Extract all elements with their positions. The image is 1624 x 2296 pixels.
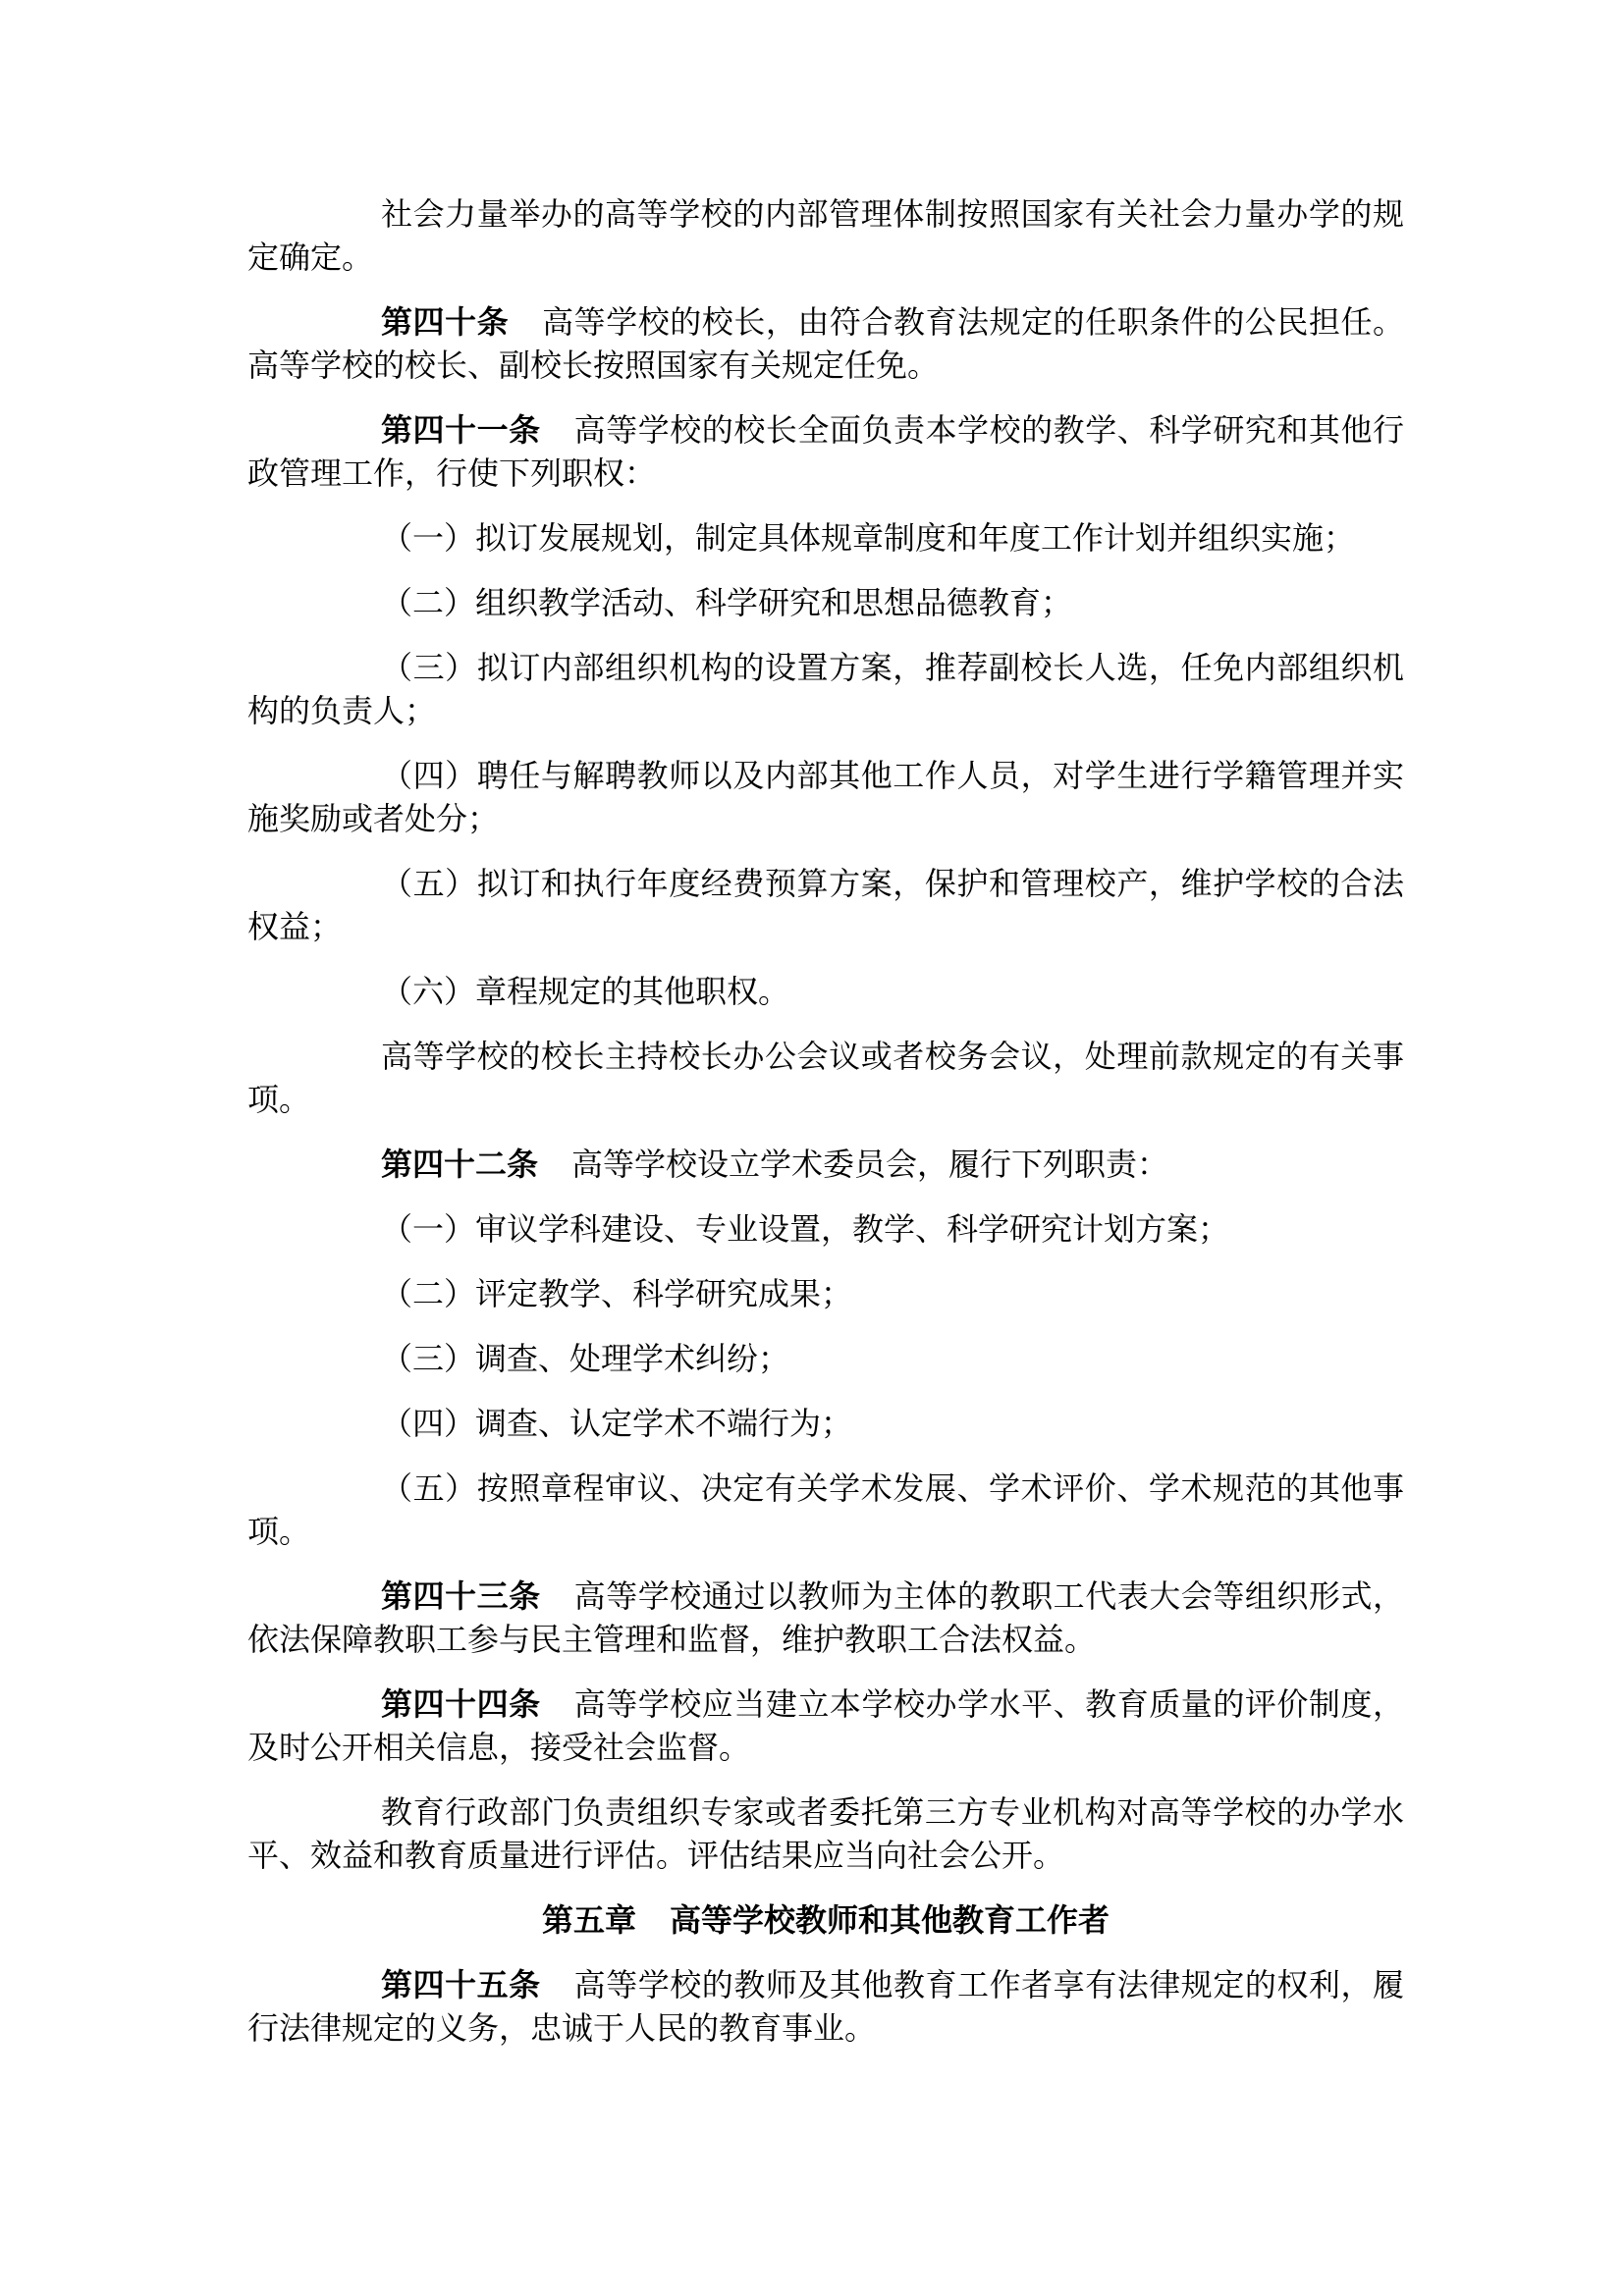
article-43: 第四十三条 高等学校通过以教师为主体的教职工代表大会等组织形式，依法保障教职工参与民主管理和监督，维护教职工合法权益。 [247, 1577, 1404, 1658]
list-item: （三）调查、处理学术纠纷； [381, 1340, 790, 1377]
list-item: （五）拟订和执行年度经费预算方案，保护和管理校产，维护学校的合法权益； [247, 865, 1404, 945]
chapter-number: 第五章 [541, 1901, 636, 1939]
list-item: （二）组织教学活动、科学研究和思想品德教育； [381, 584, 1073, 621]
article-number: 第四十五条 [381, 1966, 541, 2003]
list-item: （三）拟订内部组织机构的设置方案，推荐副校长人选，任免内部组织机构的负责人； [247, 649, 1404, 729]
chapter-heading [247, 1898, 1404, 1942]
list-item: （四）调查、认定学术不端行为； [381, 1405, 853, 1442]
article-42: 第四十二条 高等学校设立学术委员会，履行下列职责： [381, 1146, 1169, 1183]
list-item: （一）拟订发展规划，制定具体规章制度和年度工作计划并组织实施； [381, 519, 1356, 557]
chapter-title: 高等学校教师和其他教育工作者 [670, 1901, 1110, 1939]
article-number: 第四十二条 [381, 1146, 539, 1183]
article-number: 第四十四条 [381, 1685, 541, 1723]
article-41: 第四十一条 高等学校的校长全面负责本学校的教学、科学研究和其他行政管理工作，行使下列职权： [247, 411, 1404, 492]
article-45: 第四十五条 高等学校的教师及其他教育工作者享有法律规定的权利，履行法律规定的义务，忠诚于人民的教育事业。 [247, 1966, 1404, 2047]
document-body [247, 192, 1404, 2071]
article-44: 第四十四条 高等学校应当建立本学校办学水平、教育质量的评价制度，及时公开相关信息，接受社会监督。 [247, 1685, 1404, 1766]
list-item: （一）审议学科建设、专业设置，教学、科学研究计划方案； [381, 1210, 1230, 1248]
paragraph: 教育行政部门负责组织专家或者委托第三方专业机构对高等学校的办学水平、效益和教育质量进行评估。评估结果应当向社会公开。 [247, 1793, 1404, 1874]
list-item: （二）评定教学、科学研究成果； [381, 1275, 853, 1312]
article-40: 第四十条 高等学校的校长，由符合教育法规定的任职条件的公民担任。高等学校的校长、副校长按照国家有关规定任免。 [247, 303, 1404, 384]
list-item: （六）章程规定的其他职权。 [381, 973, 790, 1010]
article-number: 第四十条 [381, 303, 510, 341]
paragraph: 社会力量举办的高等学校的内部管理体制按照国家有关社会力量办学的规定确定。 [247, 195, 1404, 276]
article-number: 第四十三条 [381, 1577, 541, 1615]
article-number: 第四十一条 [381, 411, 541, 449]
list-item: （四）聘任与解聘教师以及内部其他工作人员，对学生进行学籍管理并实施奖励或者处分； [247, 757, 1404, 837]
list-item: （五）按照章程审议、决定有关学术发展、学术评价、学术规范的其他事项。 [247, 1469, 1404, 1550]
paragraph: 高等学校的校长主持校长办公会议或者校务会议，处理前款规定的有关事项。 [247, 1038, 1404, 1118]
